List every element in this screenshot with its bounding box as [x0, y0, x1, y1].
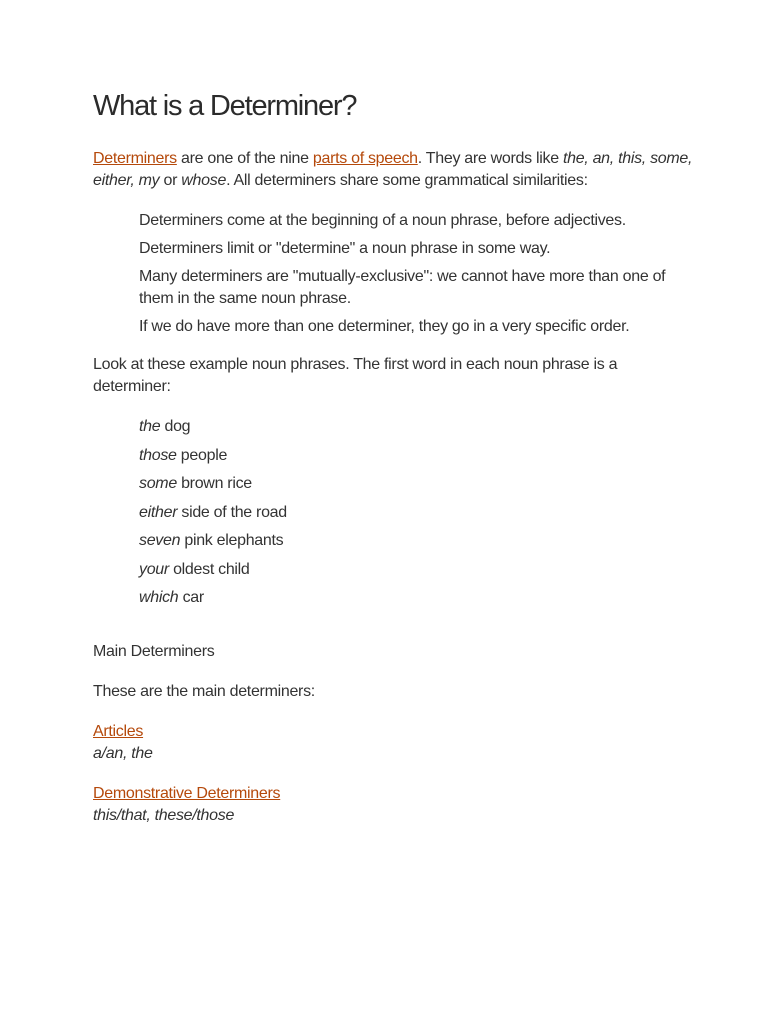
parts-of-speech-link[interactable]: parts of speech	[312, 150, 418, 167]
determiner-word: seven	[139, 532, 181, 549]
determiner-group-demonstrative	[93, 783, 693, 827]
demonstrative-determiners-link[interactable]: Demonstrative Determiners	[93, 785, 281, 802]
examples-list	[93, 416, 693, 609]
noun-phrase-rest: car	[178, 589, 204, 606]
list-item	[139, 530, 693, 552]
determiner-word: those	[139, 446, 177, 464]
articles-link[interactable]: Articles	[93, 723, 144, 740]
noun-phrase-rest: dog	[160, 418, 191, 435]
intro-text-3: or	[159, 172, 182, 189]
list-item: Many determiners are "mutually-exclusive": we cannot have more than one of them in the same noun phrase.	[139, 268, 666, 307]
noun-phrase-rest: side of the road	[177, 503, 287, 521]
determiner-word: your	[139, 560, 169, 578]
article-body	[93, 88, 693, 827]
similarities-list	[93, 210, 693, 338]
determiner-word: either	[139, 503, 178, 521]
noun-phrase-rest: pink elephants	[180, 532, 284, 549]
noun-phrase-rest: people	[176, 446, 228, 464]
determiner-word: some	[139, 475, 177, 492]
intro-paragraph	[93, 148, 693, 192]
intro-text-2: . They are words like	[417, 150, 563, 167]
determiner-word: the	[139, 418, 161, 435]
determiner-word: which	[139, 589, 179, 606]
intro-whose: whose	[181, 172, 227, 189]
noun-phrase-rest: oldest child	[168, 560, 250, 578]
list-item	[139, 502, 693, 524]
list-item: Determiners come at the beginning of a noun phrase, before adjectives.	[139, 212, 626, 229]
examples-intro: Look at these example noun phrases. The first word in each noun phrase is a determiner:	[93, 356, 618, 395]
list-item	[139, 445, 693, 467]
intro-text-1: are one of the nine	[176, 150, 313, 167]
list-item	[139, 587, 693, 609]
group-words: this/that, these/those	[93, 807, 235, 824]
list-item	[139, 559, 693, 581]
page-title: What is a Determiner?	[93, 90, 357, 122]
intro-examples: the, an, this, some, either, my	[93, 150, 693, 189]
noun-phrase-rest: brown rice	[176, 475, 252, 492]
main-determiners-intro: These are the main determiners:	[93, 683, 315, 700]
list-item: If we do have more than one determiner, they go in a very specific order.	[139, 318, 630, 335]
intro-text-4: . All determiners share some grammatical similarities:	[226, 172, 588, 189]
determiner-group-articles	[93, 721, 693, 765]
group-words: a/an, the	[93, 745, 153, 762]
determiners-link[interactable]: Determiners	[93, 150, 177, 167]
list-item	[139, 473, 693, 495]
main-determiners-heading: Main Determiners	[93, 643, 215, 660]
list-item	[139, 416, 693, 438]
list-item: Determiners limit or "determine" a noun phrase in some way.	[139, 240, 551, 257]
